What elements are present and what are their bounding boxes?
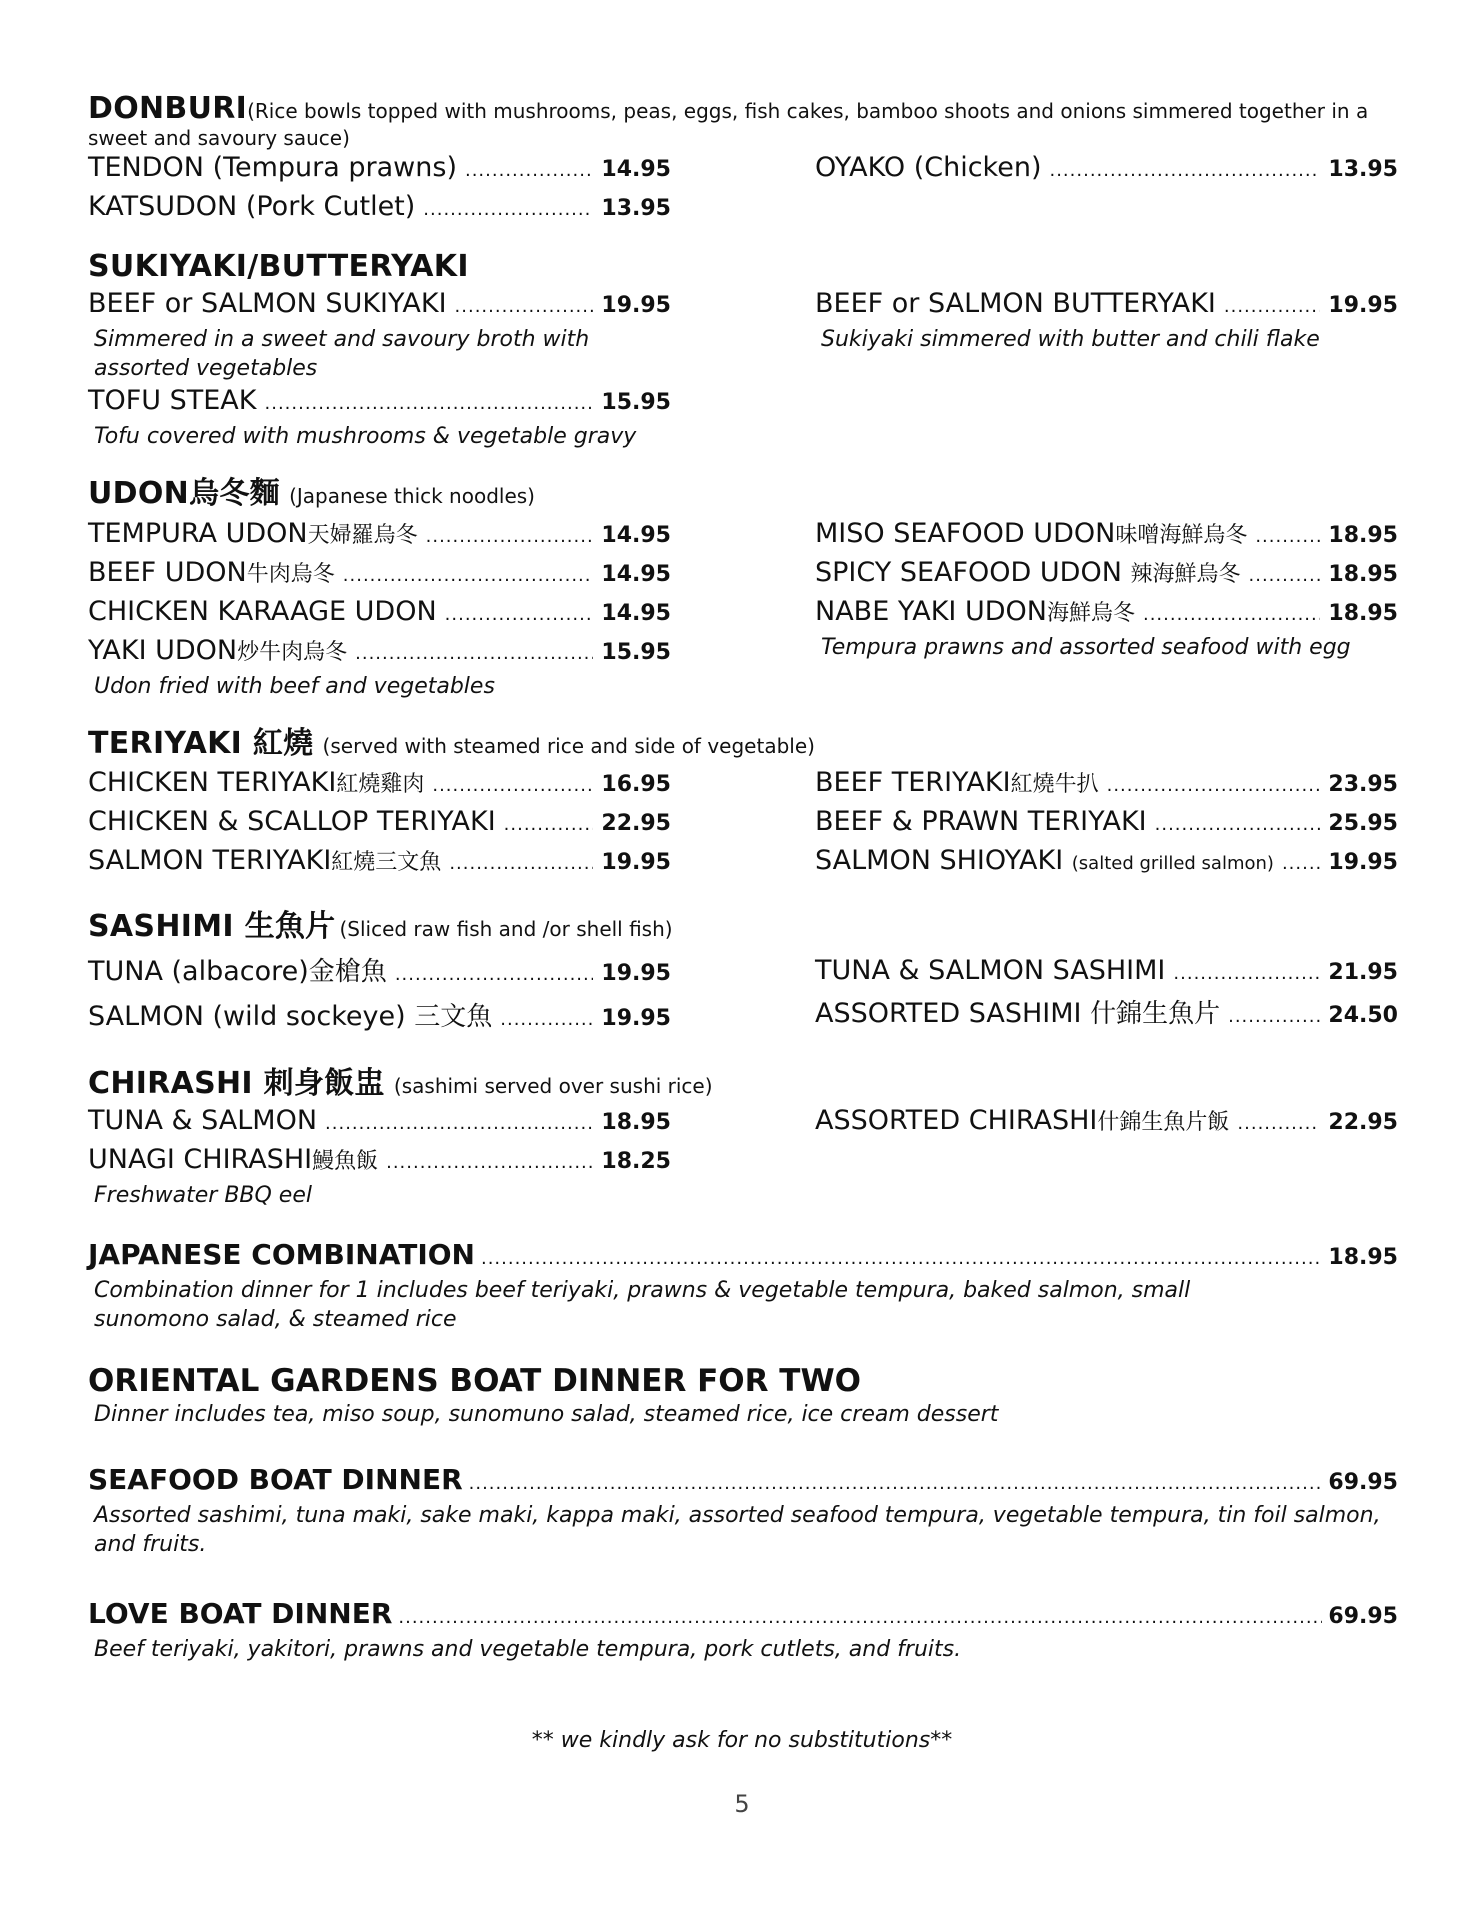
- section-header: [88, 92, 1398, 150]
- menu-item: TUNA (albacore) 金槍魚 ..... 19.95: [88, 951, 671, 996]
- section-note: (Japanese thick noodles): [289, 484, 535, 508]
- section-udon: [88, 477, 1398, 701]
- left-column: [88, 286, 671, 451]
- section-sukiyaki: [88, 250, 1398, 452]
- menu-item: OYAKO (Chicken) ..... 13.95: [815, 150, 1398, 189]
- menu-item: TUNA & SALMON ..... 18.95: [88, 1103, 671, 1142]
- right-column: [815, 516, 1398, 701]
- left-column: [88, 1103, 671, 1210]
- footer-note: ** we kindly ask for no substitutions**: [531, 1728, 953, 1753]
- section-combination: [88, 1238, 1398, 1334]
- section-title: SUKIYAKI/BUTTERYAKI: [88, 248, 469, 284]
- section-title: CHIRASHI: [88, 1065, 264, 1101]
- right-column: [815, 286, 1398, 451]
- section-boat-dinner: [88, 1362, 1398, 1429]
- menu-item: BEEF & PRAWN TERIYAKI ..... 25.95: [815, 804, 1398, 843]
- right-column: [815, 150, 1398, 228]
- menu-item: TUNA & SALMON SASHIMI ..... 21.95: [815, 951, 1398, 994]
- section-donburi: [88, 92, 1398, 228]
- item-description: Tempura prawns and assorted seafood with egg: [821, 634, 1351, 660]
- section-seafood-boat: [88, 1463, 1398, 1559]
- menu-item: KATSUDON (Pork Cutlet) ..... 13.95: [88, 189, 671, 228]
- menu-item: CHICKEN TERIYAKI 紅燒雞肉 ..... 16.95: [88, 765, 671, 804]
- left-column: [88, 150, 671, 228]
- menu-item: YAKI UDON 炒牛肉烏冬 ..... 15.95: [88, 633, 671, 672]
- menu-item: SALMON (wild sockeye) 三文魚 ..... 19.95: [88, 996, 671, 1041]
- right-column: [815, 1103, 1398, 1210]
- menu-item: UNAGI CHIRASHI 鰻魚飯 ..... 18.25: [88, 1142, 671, 1181]
- menu-item: SALMON SHIOYAKI (salted grilled salmon) ..... 19.95: [815, 843, 1398, 882]
- menu-item: CHICKEN KARAAGE UDON ..... 14.95: [88, 594, 671, 633]
- item-description: Tofu covered with mushrooms & vegetable gravy: [94, 424, 637, 449]
- item-description: Assorted sashimi, tuna maki, sake maki, kappa maki, assorted seafood tempura, vegetable tempura, tin foil salmon, and fruits.: [94, 1503, 1381, 1557]
- item-description: Combination dinner for 1 includes beef teriyaki, prawns & vegetable tempura, baked salmon, small sunomono salad, & steamed rice: [94, 1278, 1191, 1332]
- item-description: Sukiyaki simmered with butter and chili flake: [821, 327, 1320, 352]
- left-column: [88, 516, 671, 701]
- menu-item: ASSORTED CHIRASHI 什錦生魚片飯 ..... 22.95: [815, 1103, 1398, 1142]
- menu-item: CHICKEN & SCALLOP TERIYAKI ..... 22.95: [88, 804, 671, 843]
- section-title-chinese: 紅燒: [252, 725, 314, 761]
- right-column: [815, 951, 1398, 1041]
- menu-item: TENDON (Tempura prawns) ..... 14.95: [88, 150, 671, 189]
- menu-item: BEEF or SALMON BUTTERYAKI ..... 19.95: [815, 286, 1398, 325]
- menu-item: LOVE BOAT DINNER ..... 69.95: [88, 1597, 1398, 1635]
- item-description: Beef teriyaki, yakitori, prawns and vegetable tempura, pork cutlets, and fruits.: [94, 1637, 962, 1662]
- menu-item: BEEF UDON 牛肉烏冬 ..... 14.95: [88, 555, 671, 594]
- page-number: 5: [734, 1790, 750, 1818]
- section-sashimi: [88, 910, 1398, 1041]
- section-note: (served with steamed rice and side of vegetable): [322, 733, 815, 758]
- section-chirashi: [88, 1067, 1398, 1211]
- menu-item: SPICY SEAFOOD UDON 辣海鮮烏冬 ..... 18.95: [815, 555, 1398, 594]
- section-title-chinese: 烏冬麵: [189, 476, 280, 511]
- menu-item: JAPANESE COMBINATION ..... 18.95: [88, 1238, 1398, 1276]
- menu-page: [88, 92, 1398, 1664]
- section-title-chinese: 刺身飯盅: [263, 1065, 385, 1101]
- menu-item: TEMPURA UDON 天婦羅烏冬 ..... 14.95: [88, 516, 671, 555]
- section-teriyaki: [88, 727, 1398, 883]
- menu-item: TOFU STEAK ..... 15.95: [88, 383, 671, 422]
- section-title: ORIENTAL GARDENS BOAT DINNER FOR TWO: [88, 1363, 861, 1399]
- section-note: (sashimi served over sushi rice): [393, 1073, 713, 1098]
- section-description: Dinner includes tea, miso soup, sunomuno salad, steamed rice, ice cream dessert: [94, 1402, 999, 1427]
- menu-item: BEEF or SALMON SUKIYAKI ..... 19.95: [88, 286, 671, 325]
- section-love-boat: [88, 1597, 1398, 1664]
- menu-item: SEAFOOD BOAT DINNER ..... 69.95: [88, 1463, 1398, 1501]
- section-title-chinese: 生魚片: [244, 909, 336, 944]
- item-description: Simmered in a sweet and savoury broth with assorted vegetables: [94, 327, 590, 381]
- section-note: (Rice bowls topped with mushrooms, peas, eggs, fish cakes, bamboo shoots and onions simmered together in a sweet and savoury sauce): [88, 99, 1369, 150]
- menu-item: ASSORTED SASHIMI 什錦生魚片 ..... 24.50: [815, 994, 1398, 1037]
- section-title: DONBURI: [88, 91, 248, 126]
- item-description: Udon fried with beef and vegetables: [94, 673, 495, 699]
- menu-item: NABE YAKI UDON 海鮮烏冬 ..... 18.95: [815, 594, 1398, 633]
- section-title: SASHIMI: [88, 909, 245, 944]
- item-description: Freshwater BBQ eel: [94, 1183, 312, 1208]
- menu-item: MISO SEAFOOD UDON 味噌海鮮烏冬 ..... 18.95: [815, 516, 1398, 555]
- right-column: [815, 765, 1398, 882]
- menu-item: SALMON TERIYAKI 紅燒三文魚 ..... 19.95: [88, 843, 671, 882]
- section-title: UDON: [88, 476, 190, 511]
- section-note: (Sliced raw fish and /or shell fish): [339, 917, 673, 941]
- section-title: TERIYAKI: [88, 725, 253, 761]
- menu-item: BEEF TERIYAKI 紅燒牛扒 ..... 23.95: [815, 765, 1398, 804]
- left-column: [88, 765, 671, 882]
- left-column: [88, 951, 671, 1041]
